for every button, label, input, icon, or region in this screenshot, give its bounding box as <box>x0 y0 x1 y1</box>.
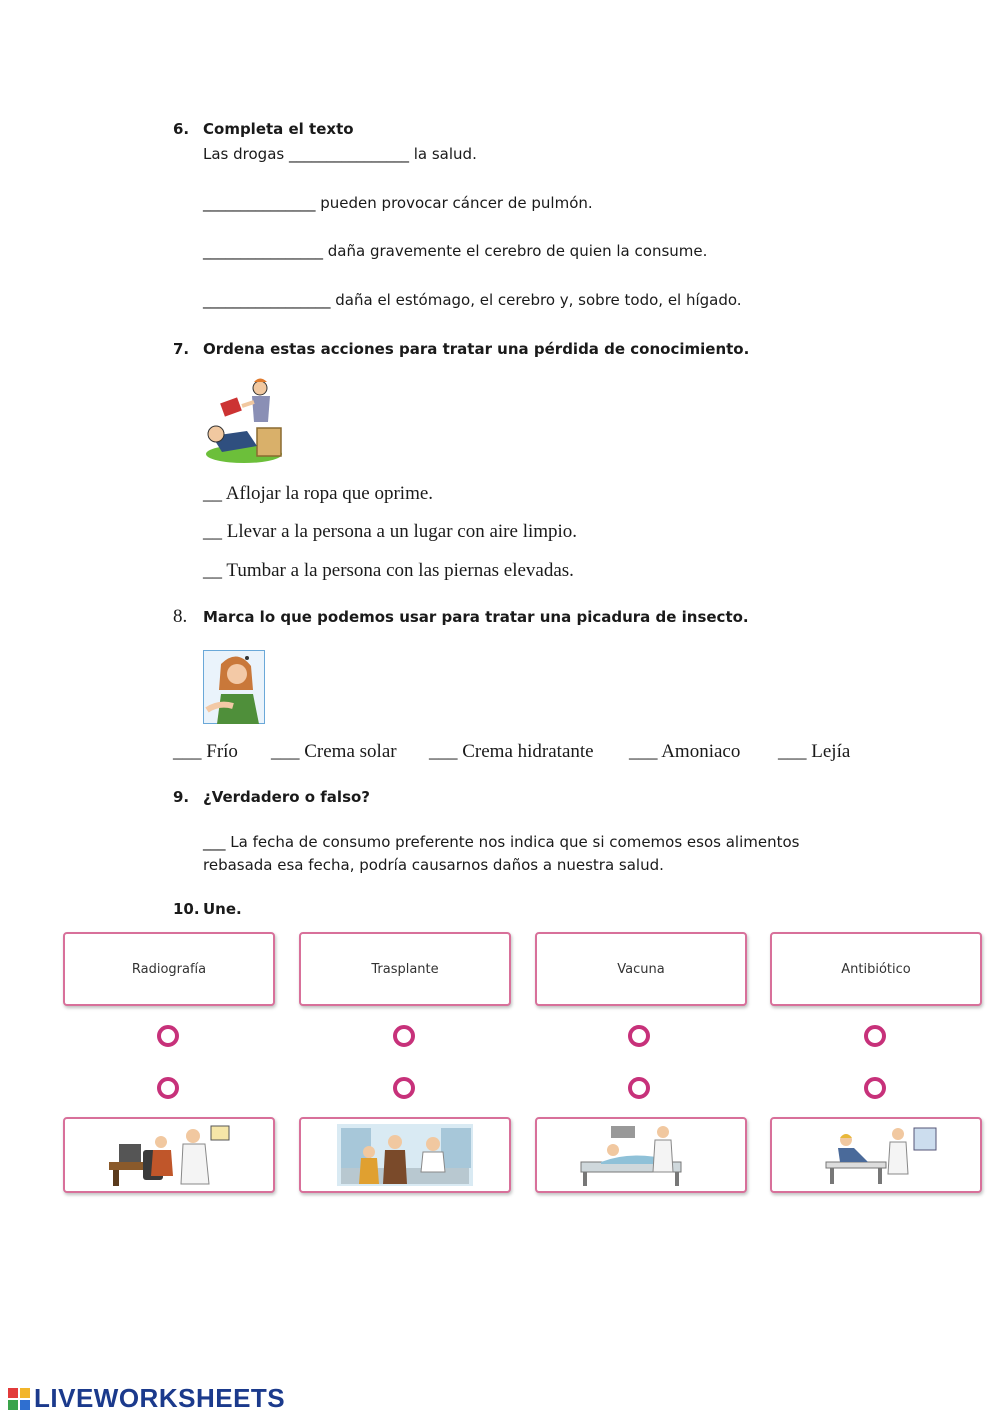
q8-option-crema-hidratante[interactable]: ___ Crema hidratante <box>429 741 594 762</box>
match-word-trasplante: Trasplante <box>371 961 439 977</box>
match-word-radiografia: Radiografía <box>131 961 207 977</box>
q9-statement-line-1: ___ La fecha de consumo preferente nos indica que si comemos esos alimentos <box>203 833 800 851</box>
q6-blank-2[interactable]: _______________ <box>203 194 316 212</box>
hospital-bed-illustration <box>571 1122 711 1188</box>
q7-heading <box>173 340 749 358</box>
q6-line-1 <box>203 145 477 163</box>
fainting-illustration <box>202 376 290 466</box>
q10-title: Une. <box>203 900 242 918</box>
q6-number: 6. <box>173 120 190 138</box>
match-word-antibiotico: Antibiótico <box>841 961 911 977</box>
xray-room-illustration <box>806 1122 946 1188</box>
q9-title: ¿Verdadero o falso? <box>203 788 371 806</box>
match-dot-bottom-2[interactable] <box>393 1077 415 1099</box>
match-word-card-1 <box>63 932 275 1006</box>
q6-title: Completa el texto <box>203 120 354 138</box>
footer-brand <box>8 1383 285 1414</box>
q6-line-1-before: Las drogas <box>203 145 289 163</box>
match-word-card-2 <box>299 932 511 1006</box>
match-word-vacuna: Vacuna <box>617 961 665 977</box>
match-word-card-4 <box>770 932 982 1006</box>
q6-line-4 <box>203 291 742 309</box>
q9-statement-line-2: rebasada esa fecha, podría causarnos daños a nuestra salud. <box>203 856 664 874</box>
q7-item-1: __ Aflojar la ropa que oprime. <box>203 483 434 504</box>
q7-item-3: __ Tumbar a la persona con las piernas elevadas. <box>203 560 574 581</box>
doctor-office-illustration <box>99 1122 239 1188</box>
q8-heading <box>173 606 749 628</box>
match-dot-bottom-3[interactable] <box>628 1077 650 1099</box>
match-dot-bottom-4[interactable] <box>864 1077 886 1099</box>
q8-option-amoniaco[interactable]: ___ Amoniaco <box>629 741 741 762</box>
q8-option-lejia[interactable]: ___ Lejía <box>778 741 851 762</box>
match-picture-card-3 <box>535 1117 747 1193</box>
q7-item-2: __ Llevar a la persona a un lugar con aire limpio. <box>203 521 578 542</box>
brand-name: LIVEWORKSHEETS <box>34 1383 286 1413</box>
liveworksheets-logo-icon <box>8 1388 30 1410</box>
q6-line-2 <box>203 194 593 212</box>
match-dot-bottom-1[interactable] <box>157 1077 179 1099</box>
insect-bite-illustration <box>203 650 265 724</box>
match-picture-card-4 <box>770 1117 982 1193</box>
q6-line-4-after: daña el estómago, el cerebro y, sobre todo, el hígado. <box>330 291 742 309</box>
q7-title: Ordena estas acciones para tratar una pérdida de conocimiento. <box>203 340 750 358</box>
match-dot-top-1[interactable] <box>157 1025 179 1047</box>
q10-heading <box>173 900 242 918</box>
q6-line-2-after: pueden provocar cáncer de pulmón. <box>315 194 593 212</box>
match-picture-card-2 <box>299 1117 511 1193</box>
q7-number: 7. <box>173 340 190 358</box>
match-dot-top-4[interactable] <box>864 1025 886 1047</box>
q9-heading <box>173 788 370 806</box>
q9-number: 9. <box>173 788 190 806</box>
q6-blank-1[interactable]: ________________ <box>288 145 409 163</box>
q6-heading <box>173 120 354 138</box>
match-dot-top-3[interactable] <box>628 1025 650 1047</box>
q6-line-3-after: daña gravemente el cerebro de quien la consume. <box>323 242 708 260</box>
q8-option-crema-solar[interactable]: ___ Crema solar <box>271 741 397 762</box>
q8-option-frio[interactable]: ___ Frío <box>173 741 238 762</box>
pharmacy-illustration <box>335 1122 475 1188</box>
q6-blank-3[interactable]: ________________ <box>203 242 323 260</box>
q6-blank-4[interactable]: _________________ <box>203 291 331 309</box>
q8-title: Marca lo que podemos usar para tratar una picadura de insecto. <box>203 608 749 626</box>
q6-line-3 <box>203 242 707 260</box>
q8-number: 8. <box>173 606 188 627</box>
match-picture-card-1 <box>63 1117 275 1193</box>
q10-number: 10. <box>173 900 200 918</box>
q6-line-1-after: la salud. <box>408 145 477 163</box>
match-word-card-3 <box>535 932 747 1006</box>
match-dot-top-2[interactable] <box>393 1025 415 1047</box>
